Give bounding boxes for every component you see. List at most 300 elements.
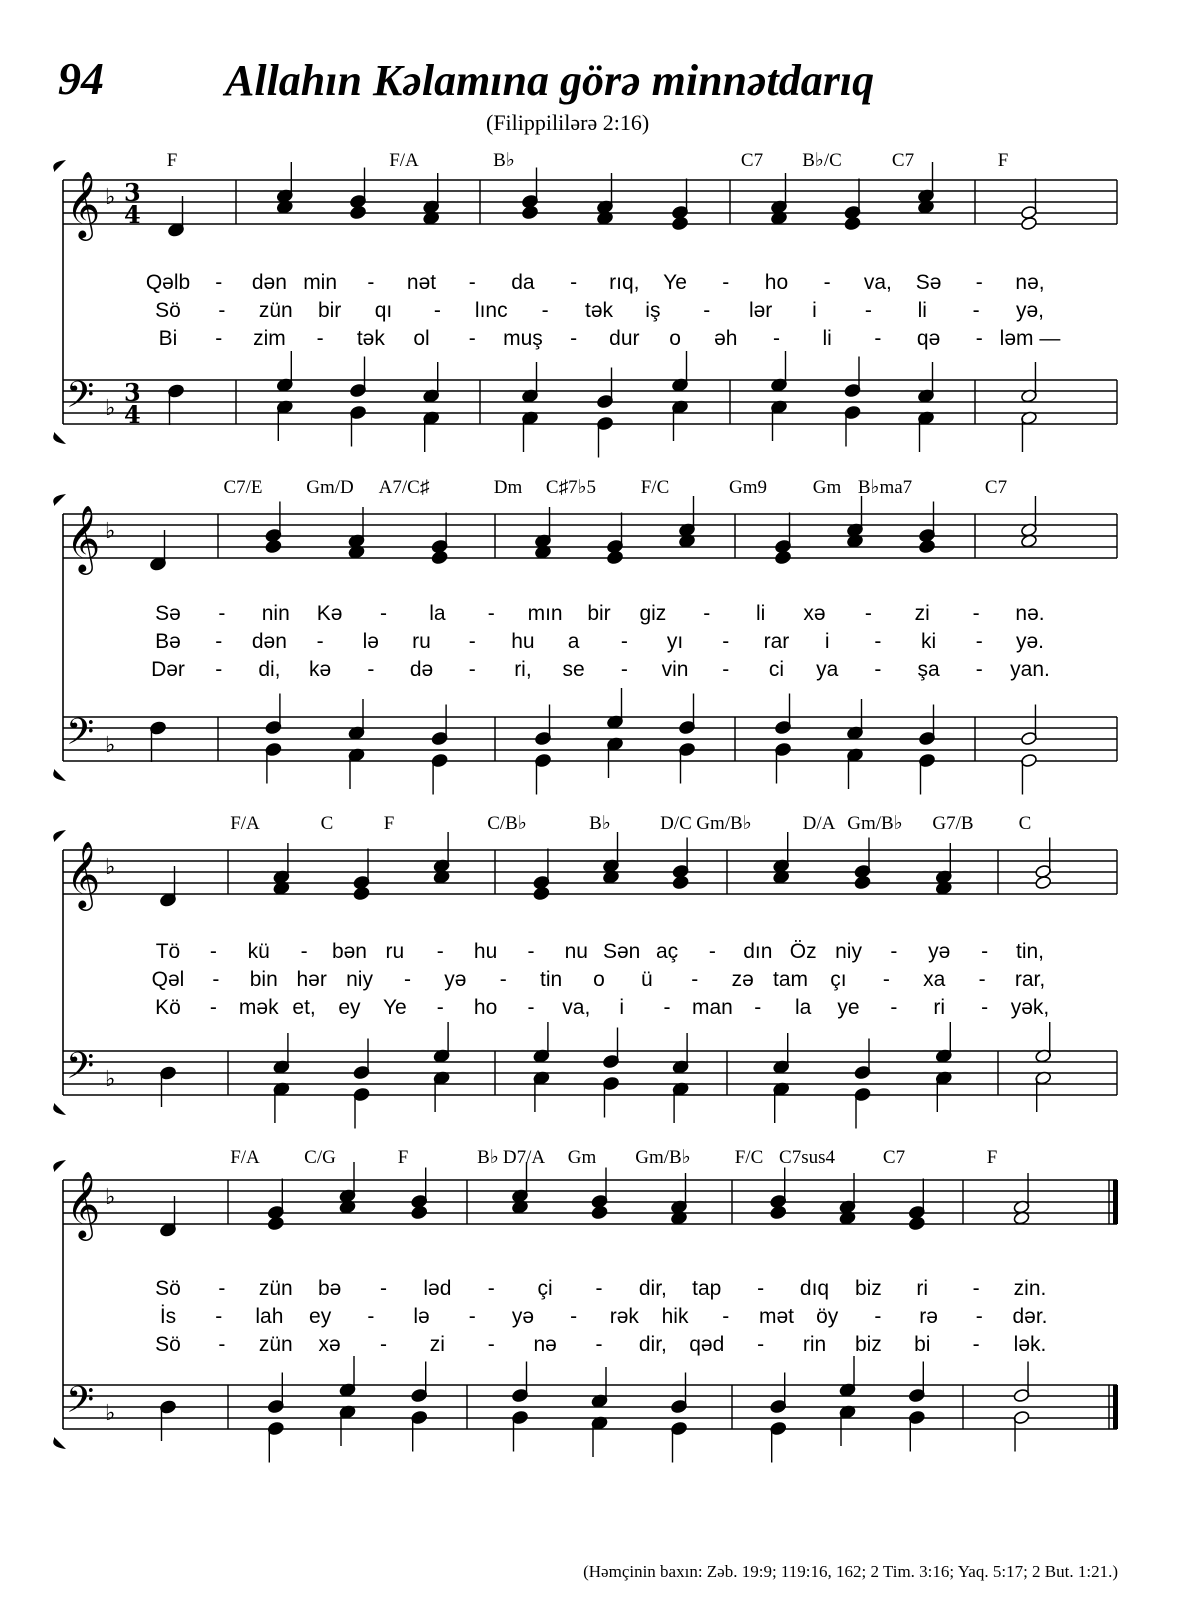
lyric-syllable: - xyxy=(209,996,217,1019)
lyric-syllable: - xyxy=(541,299,549,322)
lyric-syllable: ri xyxy=(916,1277,929,1300)
lyric-syllable: o xyxy=(593,968,605,991)
lyric-syllable: - xyxy=(864,602,872,625)
scripture-reference: (Filippililərə 2:16) xyxy=(486,110,650,135)
lyric-syllable: - xyxy=(823,271,831,294)
lyric-syllable: nət xyxy=(406,271,437,294)
lyric-syllable: - xyxy=(972,1333,980,1356)
lyric-syllable: rə xyxy=(919,1305,938,1328)
key-signature-flat-icon: ♭ xyxy=(105,1067,116,1092)
lyric-syllable: hu xyxy=(511,630,535,653)
lyric-syllable: - xyxy=(570,271,578,294)
lyric-syllable: rıq, xyxy=(609,271,640,294)
lyric-syllable: - xyxy=(468,1305,476,1328)
lyric-syllable: Qəl xyxy=(151,968,185,991)
lyric-syllable: Kö xyxy=(155,996,181,1019)
chord-symbol: Gm9 xyxy=(729,477,767,498)
lyric-syllable: niy xyxy=(346,968,373,991)
lyric-syllable: - xyxy=(890,996,898,1019)
lyric-syllable: yan. xyxy=(1010,658,1050,681)
lyric-syllable: lər xyxy=(748,299,773,322)
lyric-syllable: - xyxy=(975,658,983,681)
chord-symbol: F xyxy=(383,813,395,834)
bass-clef-icon: 𝄢 xyxy=(66,1045,95,1096)
lyric-syllable: çı xyxy=(830,968,847,991)
chord-symbol: A7/C♯ xyxy=(378,477,430,498)
key-signature-flat-icon: ♭ xyxy=(105,396,116,421)
treble-clef-icon: 𝄞 xyxy=(66,170,101,238)
lyric-syllable: qı xyxy=(374,299,393,322)
lyric-syllable: yə xyxy=(928,940,951,963)
lyric-syllable: zim xyxy=(253,327,286,350)
lyric-syllable: tək xyxy=(356,327,385,350)
lyric-syllable: qə xyxy=(916,327,941,350)
treble-note xyxy=(854,875,871,890)
chord-symbol: Gm/B♭ xyxy=(696,813,752,834)
lyric-syllable: - xyxy=(218,602,226,625)
lyric-syllable: Bi xyxy=(158,327,178,350)
chord-symbol: B♭ xyxy=(589,813,611,834)
lyric-syllable: - xyxy=(663,996,671,1019)
lyric-syllable: - xyxy=(981,940,989,963)
chord-symbol: F/C xyxy=(734,1147,764,1168)
lyric-syllable: yı xyxy=(666,630,684,653)
bass-clef-icon: 𝄢 xyxy=(66,374,95,425)
chord-symbol: Gm xyxy=(567,1147,597,1168)
lyric-syllable: zi xyxy=(429,1333,445,1356)
lyric-syllable: nə. xyxy=(1015,602,1045,625)
time-signature-bottom: 4 xyxy=(124,200,141,229)
lyric-syllable: - xyxy=(367,1305,375,1328)
lyric-syllable: - xyxy=(975,630,983,653)
chord-symbol: D/A xyxy=(802,813,836,834)
lyric-syllable: kə xyxy=(309,658,332,681)
lyric-syllable: Qəlb xyxy=(145,271,191,294)
lyric-syllable: ləd xyxy=(423,1277,452,1300)
lyric-syllable: la xyxy=(794,996,812,1019)
lyric-syllable: - xyxy=(975,327,983,350)
lyric-syllable: - xyxy=(487,1277,495,1300)
lyric-syllable: dıq xyxy=(799,1277,830,1300)
lyric-syllable: hik xyxy=(661,1305,689,1328)
treble-note xyxy=(533,886,550,901)
lyric-syllable: Ye xyxy=(382,996,407,1019)
lyric-syllable: - xyxy=(772,327,780,350)
lyric-syllable: şa xyxy=(917,658,940,681)
lyric-syllable: a xyxy=(567,630,580,653)
lyric-syllable: dən xyxy=(251,271,287,294)
lyric-syllable: - xyxy=(367,271,375,294)
lyric-syllable: - xyxy=(380,602,387,625)
lyric-syllable: ri xyxy=(933,996,946,1019)
lyric-syllable: nu xyxy=(564,940,588,963)
lyric-syllable: la xyxy=(429,602,446,625)
lyric-syllable: ey xyxy=(309,1305,332,1328)
chord-symbol: G7/B xyxy=(932,813,974,834)
lyric-syllable: da xyxy=(511,271,535,294)
lyric-syllable: Sə xyxy=(155,602,181,625)
lyric-syllable: - xyxy=(436,940,444,963)
system-bracket xyxy=(53,830,66,1115)
lyric-syllable: ye xyxy=(837,996,860,1019)
lyric-syllable: - xyxy=(215,630,223,653)
lyric-syllable: min xyxy=(303,271,338,294)
chord-symbol: C7 xyxy=(740,150,764,171)
treble-note xyxy=(1020,216,1037,231)
chord-symbol: F xyxy=(397,1147,409,1168)
lyric-syllable: muş xyxy=(503,327,543,350)
lyric-syllable: - xyxy=(570,327,578,350)
lyric-syllable: Öz xyxy=(789,940,817,963)
lyric-syllable: - xyxy=(757,1277,765,1300)
lyric-syllable: - xyxy=(754,996,762,1019)
lyric-syllable: ya xyxy=(816,658,839,681)
lyric-syllable: yə xyxy=(511,1305,535,1328)
lyric-syllable: yə. xyxy=(1015,630,1045,653)
lyric-syllable: vin xyxy=(661,658,689,681)
lyric-syllable: rək xyxy=(609,1305,639,1328)
chord-symbol: D/C xyxy=(660,813,692,834)
lyric-syllable: biz xyxy=(854,1333,882,1356)
lyric-syllable: - xyxy=(215,327,223,350)
lyric-syllable: iş xyxy=(645,299,661,322)
lyric-syllable: - xyxy=(499,968,507,991)
lyric-syllable: tam xyxy=(773,968,809,991)
lyric-syllable: Sö xyxy=(155,299,181,322)
treble-note xyxy=(1035,875,1052,890)
lyric-syllable: lək. xyxy=(1013,1333,1047,1356)
lyric-syllable: - xyxy=(527,996,535,1019)
lyric-syllable: va, xyxy=(863,271,892,294)
lyric-syllable: rin xyxy=(802,1333,827,1356)
lyric-syllable: Ye xyxy=(663,271,687,294)
lyric-syllable: - xyxy=(212,968,220,991)
lyric-syllable: Dər xyxy=(151,658,185,681)
key-signature-flat-icon: ♭ xyxy=(105,185,116,210)
lyric-syllable: - xyxy=(882,968,890,991)
chord-symbol: C xyxy=(1018,813,1032,834)
treble-note xyxy=(918,539,935,554)
lyric-syllable: bir xyxy=(587,602,611,625)
lyric-syllable: xa xyxy=(923,968,946,991)
lyric-syllable: zün xyxy=(258,299,293,322)
lyric-syllable: - xyxy=(708,940,716,963)
lyric-syllable: - xyxy=(981,996,989,1019)
final-barline-thick xyxy=(1113,1385,1118,1429)
lyric-syllable: - xyxy=(864,299,872,322)
lyric-syllable: niy xyxy=(835,940,862,963)
lyric-syllable: yək, xyxy=(1010,996,1050,1019)
lyric-syllable: i xyxy=(812,299,817,322)
lyric-syllable: tap xyxy=(692,1277,722,1300)
lyric-syllable: - xyxy=(468,327,476,350)
lyric-syllable: - xyxy=(380,1277,387,1300)
lyric-syllable: - xyxy=(874,658,882,681)
chord-symbol: C/G xyxy=(304,1147,336,1168)
lyric-syllable: əh xyxy=(714,327,738,350)
lyric-syllable: ləm — xyxy=(999,327,1061,350)
chord-symbol: F/C xyxy=(640,477,670,498)
treble-note xyxy=(671,216,688,231)
lyric-syllable: ri, xyxy=(514,658,532,681)
lyric-syllable: zi xyxy=(914,602,930,625)
treble-note xyxy=(774,550,791,565)
lyric-syllable: - xyxy=(757,1333,765,1356)
lyric-syllable: va, xyxy=(562,996,591,1019)
lyric-syllable: et, xyxy=(292,996,316,1019)
lyric-syllable: - xyxy=(691,968,699,991)
lyric-syllable: tin xyxy=(540,968,563,991)
chord-symbol: D7/A xyxy=(502,1147,546,1168)
lyric-syllable: - xyxy=(367,658,375,681)
key-signature-flat-icon: ♭ xyxy=(105,1185,116,1210)
chord-symbol: F xyxy=(997,150,1009,171)
lyric-syllable: Tö xyxy=(155,940,181,963)
lyric-syllable: dir, xyxy=(638,1277,667,1300)
lyric-syllable: Kə xyxy=(316,602,343,625)
treble-note xyxy=(770,1205,787,1220)
lyric-syllable: mın xyxy=(527,602,563,625)
lyric-syllable: nə, xyxy=(1015,271,1045,294)
lyric-syllable: se xyxy=(562,658,585,681)
lyric-syllable: - xyxy=(722,658,730,681)
time-signature-top: 3 xyxy=(124,178,141,207)
lyric-syllable: i xyxy=(619,996,625,1019)
lyric-syllable: - xyxy=(595,1277,603,1300)
lyric-syllable: öy xyxy=(816,1305,839,1328)
treble-note xyxy=(844,216,861,231)
lyric-syllable: ol xyxy=(413,327,430,350)
chord-symbol: C7 xyxy=(891,150,915,171)
lyric-syllable: yə, xyxy=(1015,299,1045,322)
lyric-syllable: rar xyxy=(763,630,790,653)
lyric-syllable: - xyxy=(722,630,730,653)
key-signature-flat-icon: ♭ xyxy=(105,855,116,880)
lyric-syllable: Sən xyxy=(602,940,641,963)
lyric-syllable: nin xyxy=(261,602,290,625)
lyric-syllable: dur xyxy=(609,327,640,350)
lyric-syllable: lah xyxy=(255,1305,284,1328)
bass-clef-icon: 𝄢 xyxy=(66,1379,95,1430)
lyric-syllable: ho xyxy=(764,271,789,294)
chord-symbol: C7/E xyxy=(223,477,263,498)
lyric-syllable: - xyxy=(890,940,898,963)
treble-note xyxy=(908,1216,925,1231)
lyric-syllable: hu xyxy=(473,940,498,963)
treble-note xyxy=(411,1205,428,1220)
lyric-syllable: rar, xyxy=(1014,968,1046,991)
chord-symbol: C7 xyxy=(882,1147,906,1168)
lyric-syllable: Sə xyxy=(915,271,942,294)
lyric-syllable: giz xyxy=(639,602,667,625)
chord-symbol: F xyxy=(986,1147,998,1168)
lyric-syllable: Sö xyxy=(155,1333,181,1356)
cross-references-footer: (Həmçinin baxın: Zəb. 19:9; 119:16, 162; 2 Tim. 3:16; Yaq. 5:17; 2 But. 1:21.) xyxy=(583,1562,1118,1581)
lyric-syllable: - xyxy=(874,1305,882,1328)
lyric-syllable: - xyxy=(722,271,730,294)
lyric-syllable: bin xyxy=(249,968,278,991)
bass-clef-icon: 𝄢 xyxy=(66,711,95,762)
lyric-syllable: bə xyxy=(317,1277,342,1300)
lyric-syllable: biz xyxy=(854,1277,882,1300)
lyric-syllable: aç xyxy=(655,940,679,963)
chord-symbol: F/A xyxy=(389,150,419,171)
treble-note xyxy=(521,205,538,220)
lyric-syllable: - xyxy=(215,271,223,294)
chord-symbol: C7sus4 xyxy=(779,1147,835,1168)
time-signature-bottom: 4 xyxy=(124,400,141,429)
lyric-syllable: - xyxy=(972,602,980,625)
lyric-syllable: yə xyxy=(444,968,467,991)
lyric-syllable: li xyxy=(917,299,927,322)
lyric-syllable: dən xyxy=(251,630,287,653)
hymn-number: 94 xyxy=(58,53,104,104)
chord-symbol: Dm xyxy=(493,477,523,498)
lyric-syllable: ru xyxy=(385,940,405,963)
lyric-syllable: də xyxy=(409,658,434,681)
treble-note xyxy=(672,875,689,890)
lyric-syllable: nə xyxy=(533,1333,557,1356)
lyric-syllable: - xyxy=(620,630,628,653)
lyric-syllable: - xyxy=(218,299,226,322)
lyric-syllable: ho xyxy=(473,996,498,1019)
lyric-syllable: - xyxy=(527,940,535,963)
treble-note xyxy=(606,550,623,565)
lyric-syllable: - xyxy=(972,299,980,322)
lyric-syllable: dir, xyxy=(638,1333,667,1356)
lyric-syllable: i xyxy=(824,630,830,653)
lyric-syllable: - xyxy=(218,1333,226,1356)
treble-note xyxy=(349,205,366,220)
treble-clef-icon: 𝄞 xyxy=(66,1170,101,1238)
lyric-syllable: - xyxy=(468,271,476,294)
lyric-syllable: Sö xyxy=(155,1277,181,1300)
lyric-syllable: man xyxy=(691,996,733,1019)
lyric-syllable: kü xyxy=(247,940,270,963)
lyric-syllable: - xyxy=(570,1305,578,1328)
lyric-syllable: zün xyxy=(258,1333,293,1356)
lyric-syllable: ki xyxy=(921,630,937,653)
lyric-syllable: - xyxy=(874,630,882,653)
lyric-syllable: - xyxy=(468,658,476,681)
chord-symbol: B♭ xyxy=(477,1147,499,1168)
lyric-syllable: - xyxy=(874,327,882,350)
chord-symbol: Gm/B♭ xyxy=(847,813,903,834)
lyric-syllable: xə xyxy=(318,1333,341,1356)
lyric-syllable: li xyxy=(755,602,766,625)
final-barline-thick xyxy=(1113,1180,1118,1224)
chord-symbol: Gm xyxy=(812,477,842,498)
lyric-syllable: o xyxy=(669,327,681,350)
treble-note xyxy=(431,550,448,565)
chord-symbol: B♭/C xyxy=(802,150,842,171)
lyric-syllable: - xyxy=(972,1277,980,1300)
lyric-syllable: mət xyxy=(758,1305,794,1328)
lyric-syllable: ci xyxy=(768,658,785,681)
treble-note xyxy=(267,1216,284,1231)
system-bracket xyxy=(53,494,66,781)
lyric-syllable: zə xyxy=(731,968,754,991)
lyric-syllable: - xyxy=(403,968,411,991)
key-signature-flat-icon: ♭ xyxy=(105,733,116,758)
treble-note xyxy=(591,1205,608,1220)
lyric-syllable: lə xyxy=(413,1305,430,1328)
lyric-syllable: zün xyxy=(258,1277,293,1300)
treble-clef-icon: 𝄞 xyxy=(66,840,101,908)
lyric-syllable: - xyxy=(487,602,495,625)
chord-symbol: Gm/B♭ xyxy=(635,1147,691,1168)
lyric-syllable: tək xyxy=(584,299,614,322)
lyric-syllable: - xyxy=(436,996,444,1019)
lyric-syllable: - xyxy=(209,940,217,963)
lyric-syllable: mək xyxy=(238,996,279,1019)
lyric-syllable: çi xyxy=(537,1277,553,1300)
lyric-syllable: - xyxy=(433,299,441,322)
lyric-syllable: qəd xyxy=(689,1333,725,1356)
chord-symbol: Gm/D xyxy=(306,477,354,498)
lyric-syllable: di, xyxy=(258,658,281,681)
lyric-syllable: - xyxy=(722,1305,730,1328)
lyric-syllable: Bə xyxy=(155,630,181,653)
system-bracket xyxy=(53,1160,66,1449)
lyric-syllable: - xyxy=(975,271,983,294)
lyric-syllable: - xyxy=(300,940,308,963)
lyric-syllable: - xyxy=(316,327,324,350)
lyric-syllable: - xyxy=(703,299,711,322)
chord-symbol: C xyxy=(320,813,334,834)
lyric-syllable: ü xyxy=(641,968,653,991)
treble-note xyxy=(265,539,282,554)
chord-symbol: B♭ma7 xyxy=(857,477,913,498)
chord-symbol: F/A xyxy=(230,813,260,834)
treble-clef-icon: 𝄞 xyxy=(66,504,101,572)
lyric-syllable: ru xyxy=(412,630,431,653)
chord-symbol: C7 xyxy=(984,477,1008,498)
chord-symbol: C/B♭ xyxy=(487,813,527,834)
lyric-syllable: - xyxy=(620,658,628,681)
key-signature-flat-icon: ♭ xyxy=(105,519,116,544)
chord-symbol: C♯7♭5 xyxy=(545,477,597,498)
lyric-syllable: - xyxy=(215,658,223,681)
lyric-syllable: - xyxy=(380,1333,387,1356)
lyric-syllable: - xyxy=(215,1305,223,1328)
key-signature-flat-icon: ♭ xyxy=(105,1401,116,1426)
lyric-syllable: dın xyxy=(743,940,773,963)
hymn-title: Allahın Kəlamına görə minnətdarıq xyxy=(225,56,875,105)
lyric-syllable: li xyxy=(822,327,832,350)
lyric-syllable: - xyxy=(218,1277,226,1300)
chord-symbol: F/A xyxy=(230,1147,260,1168)
time-signature-top: 3 xyxy=(124,378,141,407)
lyric-syllable: İs xyxy=(159,1305,177,1328)
lyric-syllable: ey xyxy=(338,996,361,1019)
chord-symbol: B♭ xyxy=(493,150,515,171)
lyric-syllable: hər xyxy=(296,968,327,991)
lyric-syllable: - xyxy=(595,1333,603,1356)
lyric-syllable: bi xyxy=(914,1333,931,1356)
lyric-syllable: bir xyxy=(317,299,342,322)
lyric-syllable: dər. xyxy=(1012,1305,1048,1328)
lyric-syllable: lınc xyxy=(474,299,508,322)
treble-note xyxy=(353,886,370,901)
lyric-syllable: - xyxy=(975,1305,983,1328)
lyric-syllable: - xyxy=(978,968,986,991)
lyric-syllable: bən xyxy=(331,940,367,963)
lyric-syllable: - xyxy=(468,630,476,653)
lyric-syllable: lə xyxy=(362,630,380,653)
lyric-syllable: - xyxy=(487,1333,495,1356)
lyric-syllable: - xyxy=(316,630,324,653)
